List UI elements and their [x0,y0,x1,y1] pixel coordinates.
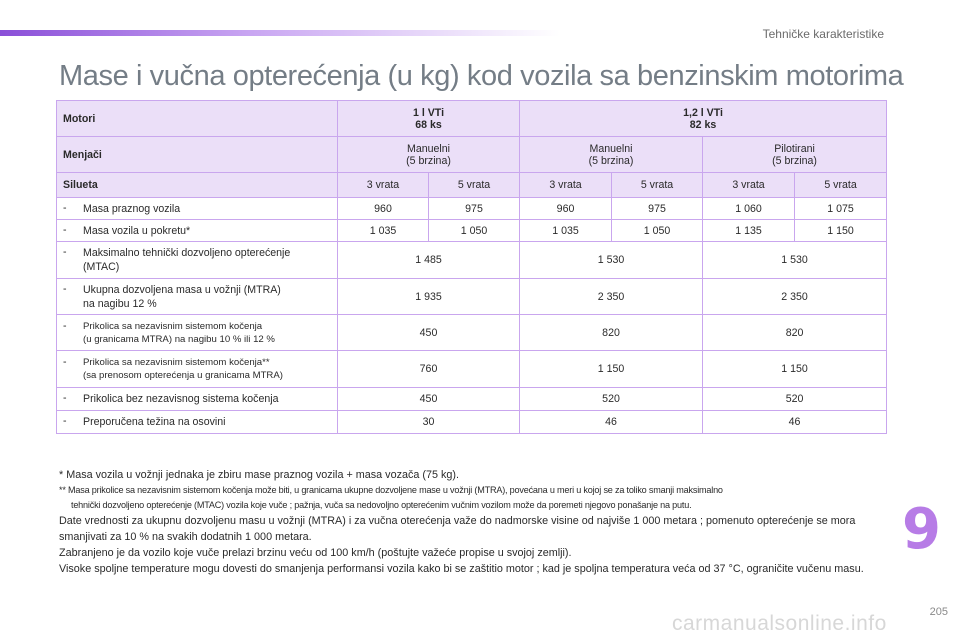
row-label-line1: Maksimalno tehnički dozvoljeno opterećenje [83,247,291,259]
row-label-text: Masa praznog vozila [83,202,181,215]
row-dash: - [63,223,67,236]
gearbox-detail: (5 brzina) [772,154,817,167]
value-cell: 450 [338,315,520,351]
row-label-line2: (MTAC) [83,261,120,273]
value-cell: 30 [338,411,520,434]
watermark: carmanualsonline.info [672,612,887,635]
value-cell: 1 050 [612,220,703,242]
gearbox-cell [520,137,703,173]
body-cell: 5 vrata [429,173,520,198]
value-cell: 1 060 [703,198,795,220]
spec-table [56,100,887,434]
row-label [57,351,338,388]
body-cell: 5 vrata [795,173,887,198]
value-cell: 820 [520,315,703,351]
row-dash: - [63,392,67,404]
gearbox-row [57,137,887,173]
section-title: Tehničke karakteristike [762,27,884,41]
value-cell: 2 350 [703,279,887,315]
footnote-1: * Masa vozila u vožnji jednaka je zbiru mase praznog vozila + masa vozača (75 kg). [59,469,459,481]
row-label [57,388,338,411]
value-cell: 1 530 [703,242,887,279]
gearbox-cell [703,137,887,173]
page-number: 205 [929,606,948,618]
value-cell: 520 [520,388,703,411]
footnote-2 [59,483,889,513]
value-cell: 1 035 [338,220,429,242]
table-row [57,315,887,351]
value-cell: 820 [703,315,887,351]
body-cell: 3 vrata [703,173,795,198]
value-cell: 46 [520,411,703,434]
gearbox-name: Manuelni [407,142,450,155]
value-cell: 960 [520,198,612,220]
note-paragraph: Visoke spoljne temperature mogu dovesti do smanjenja performansi vozila kako bi se zaštitio motor ; kad je spoljna temperatura veća od 37 °C, ograničite vučenu masu. [59,563,864,575]
motor-label: Motori [57,101,338,137]
value-cell: 46 [703,411,887,434]
note-paragraph: Date vrednosti za ukupnu dozvoljenu masu u vožnji (MTRA) i za vučna oterećenja važe do nadmorske visine od najviše 1 000 metara ; pomenuto opterećenje se mora smanjivati za 10 % na svakih dodatnih 1 000 metara. [59,515,856,543]
table-row [57,242,887,279]
row-dash: - [63,201,67,214]
engine-name: 1 l VTi [413,106,445,119]
value-cell: 975 [429,198,520,220]
table-row [57,351,887,388]
body-label: Silueta [57,173,338,198]
value-cell: 760 [338,351,520,388]
gearbox-name: Pilotirani [774,142,815,155]
row-label [57,411,338,434]
value-cell: 1 150 [795,220,887,242]
gearbox-detail: (5 brzina) [588,154,634,167]
row-label-line2: (sa prenosom opterećenja u granicama MTRA) [83,370,283,381]
engine-cell [520,101,887,137]
footnote-2-line2: tehnički dozvoljeno opterećenje (MTAC) vozila koje vuče ; pažnja, vuča sa nedovoljno opterećenim vučnim vozilom može da poremeti njegovo ponašanje na putu. [71,500,692,510]
table-row [57,220,887,242]
value-cell: 960 [338,198,429,220]
table-row [57,279,887,315]
value-cell: 1 150 [520,351,703,388]
row-label-line1: Ukupna dozvoljena masa u vožnji (MTRA) [83,283,281,296]
row-dash: - [63,415,67,427]
note-paragraph: Zabranjeno je da vozilo koje vuče prelazi brzinu veću od 100 km/h (poštujte važeće propise u svojoj zemlji). [59,547,572,559]
row-label [57,220,338,242]
row-label [57,242,338,279]
row-label-text: Masa vozila u pokretu* [83,224,191,237]
gearbox-cell [338,137,520,173]
body-cell: 5 vrata [612,173,703,198]
value-cell: 1 935 [338,279,520,315]
value-cell: 1 135 [703,220,795,242]
top-accent-bar [0,30,560,36]
body-row [57,173,887,198]
row-label [57,315,338,351]
engine-power: 82 ks [689,118,717,131]
value-cell: 1 485 [338,242,520,279]
value-cell: 1 035 [520,220,612,242]
body-cell: 3 vrata [520,173,612,198]
row-label-line1: Prikolica sa nezavisnim sistemom kočenja [83,320,263,332]
body-cell: 3 vrata [338,173,429,198]
table-row [57,411,887,434]
value-cell: 520 [703,388,887,411]
engine-power: 68 ks [415,118,442,131]
notes-block [59,467,889,577]
row-label-line2: na nagibu 12 % [83,297,157,310]
row-dash: - [63,246,67,258]
row-dash: - [63,356,67,368]
table-row [57,198,887,220]
value-cell: 1 530 [520,242,703,279]
gearbox-name: Manuelni [589,142,633,155]
row-dash: - [63,319,67,332]
row-label-line2: (u granicama MTRA) na nagibu 10 % ili 12 % [83,333,275,345]
value-cell: 975 [612,198,703,220]
row-label [57,198,338,220]
row-label-line1: Prikolica sa nezavisnim sistemom kočenja** [83,357,270,368]
chapter-number: 9 [902,497,941,562]
value-cell: 1 050 [429,220,520,242]
value-cell: 1 150 [703,351,887,388]
footnote-2-line1: ** Masa prikolice sa nezavisnim sistemom kočenja može biti, u granicama ukupne dozvoljene mase u vožnji (MTRA), povećana u meri u kojoj se za toliko smanji maksimalno [59,485,723,495]
engine-name: 1,2 l VTi [683,106,723,119]
motor-row [57,101,887,137]
row-label-text: Prikolica bez nezavisnog sistema kočenja [83,393,279,405]
value-cell: 450 [338,388,520,411]
row-dash: - [63,282,67,295]
table-row [57,388,887,411]
gearbox-detail: (5 brzina) [406,154,451,167]
engine-cell [338,101,520,137]
value-cell: 1 075 [795,198,887,220]
row-label [57,279,338,315]
row-label-text: Preporučena težina na osovini [83,416,226,428]
gearbox-label: Menjači [57,137,338,173]
page-title: Mase i vučna opterećenja (u kg) kod vozila sa benzinskim motorima [59,60,904,92]
value-cell: 2 350 [520,279,703,315]
